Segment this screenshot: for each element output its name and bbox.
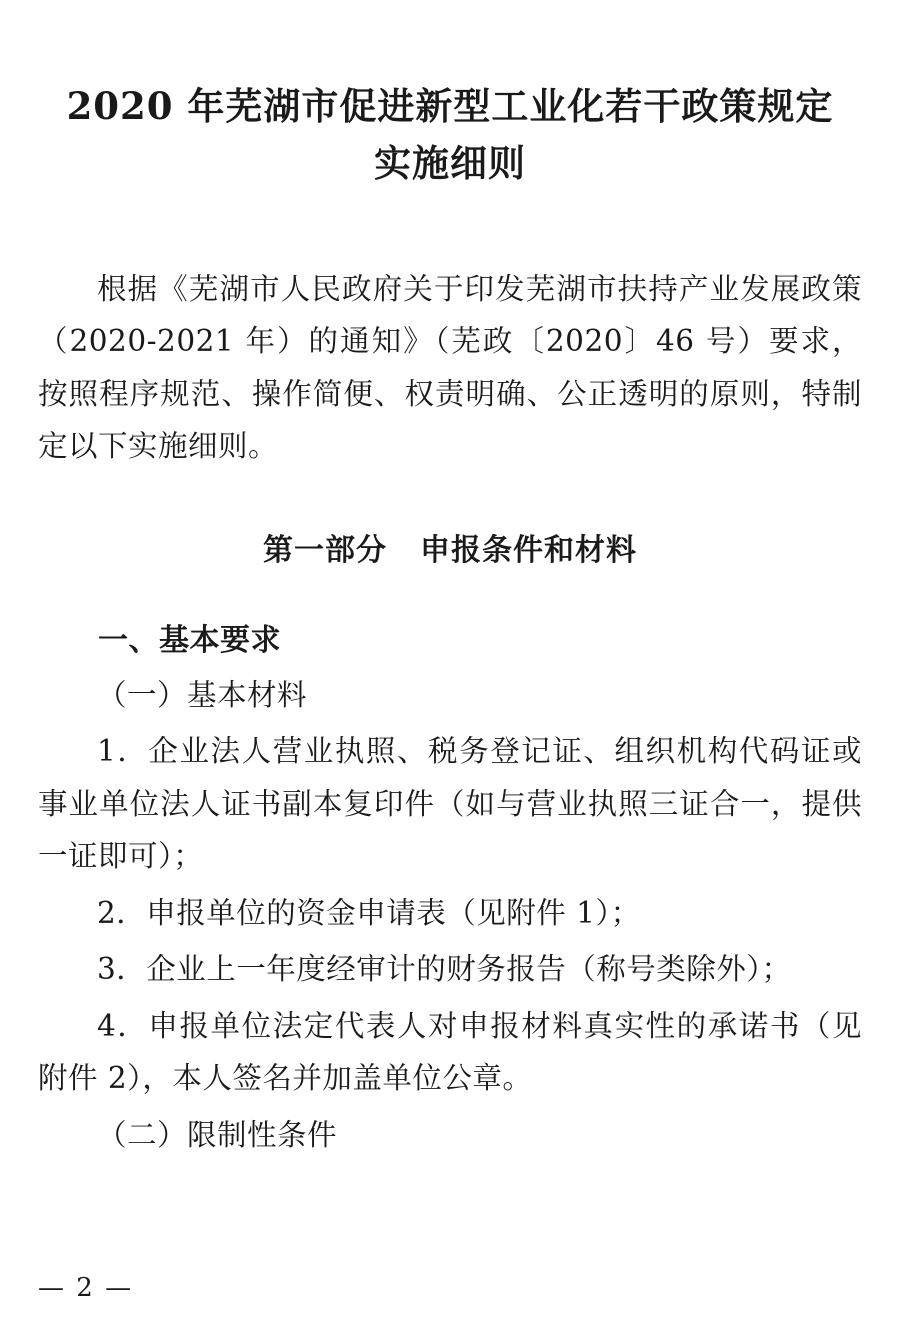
page-title-line-1: 2020 年芜湖市促进新型工业化若干政策规定 bbox=[66, 84, 834, 128]
document-body bbox=[38, 263, 862, 1162]
list-item: 2．申报单位的资金申请表（见附件 1）； bbox=[97, 895, 641, 930]
page-number: — 2 — bbox=[38, 1273, 134, 1303]
list-item: 1．企业法人营业执照、税务登记证、组织机构代码证或事业单位法人证书副本复印件（如与营业执照三证合一，提供一证即可）； bbox=[38, 734, 862, 874]
subsection-one-heading: （一）基本材料 bbox=[97, 677, 308, 712]
part-one-heading bbox=[38, 525, 862, 569]
section-one-heading: 一、基本要求 bbox=[98, 622, 281, 658]
part-one-title: 申报条件和材料 bbox=[420, 532, 637, 568]
subsection-two-heading: （二）限制性条件 bbox=[97, 1117, 338, 1152]
page-title bbox=[38, 78, 862, 193]
list-item: 3．企业上一年度经审计的财务报告（称号类除外）； bbox=[97, 952, 792, 987]
list-item: 4．申报单位法定代表人对申报材料真实性的承诺书（见附件 2），本人签名并加盖单位公章。 bbox=[38, 1008, 862, 1096]
page-title-line-2: 实施细则 bbox=[374, 141, 526, 186]
part-one-label: 第一部分 bbox=[263, 532, 387, 568]
intro-paragraph: 根据《芜湖市人民政府关于印发芜湖市扶持产业发展政策（2020-2021 年）的通知》（芜政〔2020〕46 号）要求，按照程序规范、操作简便、权责明确、公正透明的原则，特制定以下实施细则。 bbox=[38, 271, 862, 464]
